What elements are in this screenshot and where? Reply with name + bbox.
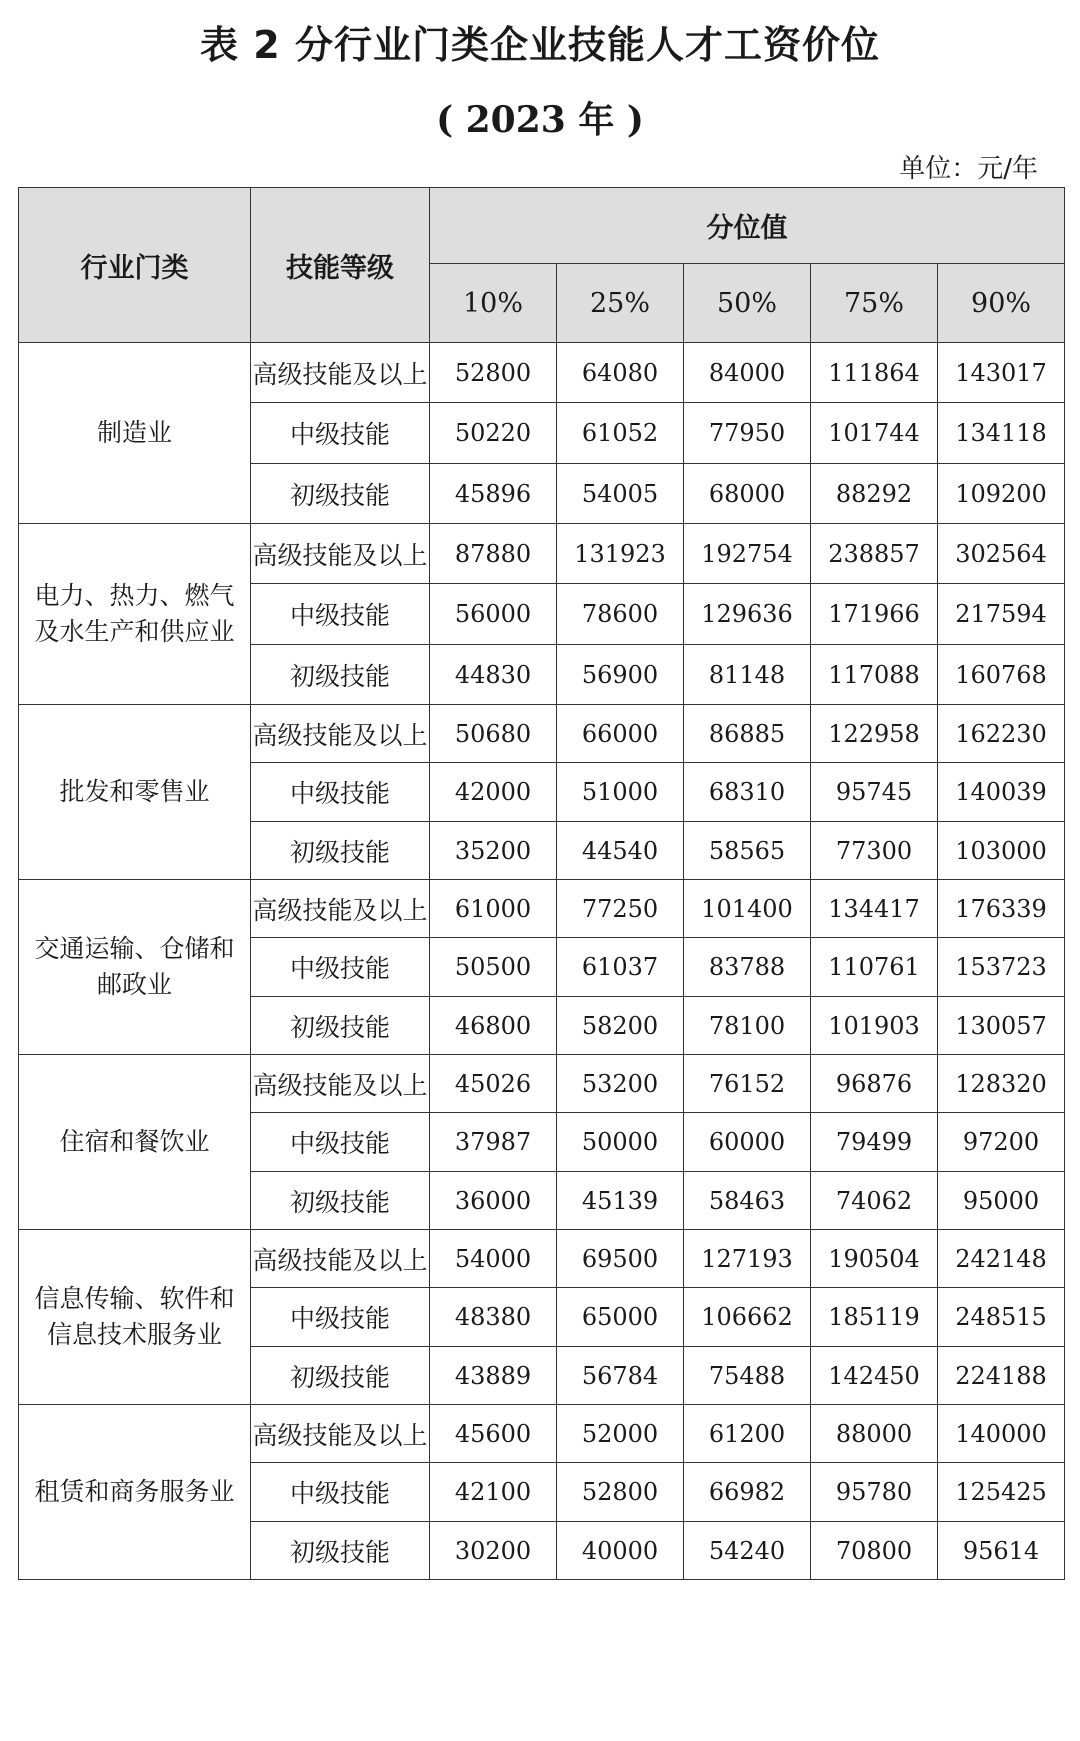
value-cell-p90: 140039 xyxy=(938,763,1065,822)
value-cell-p90: 143017 xyxy=(938,343,1065,403)
value-cell-p25: 64080 xyxy=(557,343,684,403)
value-cell-p75: 95780 xyxy=(811,1463,938,1522)
value-cell-p50: 127193 xyxy=(684,1230,811,1288)
document-title: 表 2 分行业门类企业技能人才工资价位 xyxy=(200,23,880,67)
value-cell-p75: 70800 xyxy=(811,1522,938,1580)
value-cell-p25: 44540 xyxy=(557,822,684,880)
value-cell-p75: 88292 xyxy=(811,464,938,524)
value-cell-p90: 134118 xyxy=(938,403,1065,464)
value-cell-p25: 51000 xyxy=(557,763,684,822)
industry-cell: 交通运输、仓储和邮政业 xyxy=(19,880,251,1055)
value-cell-p25: 69500 xyxy=(557,1230,684,1288)
value-cell-p50: 66982 xyxy=(684,1463,811,1522)
value-cell-p90: 97200 xyxy=(938,1113,1065,1172)
value-cell-p10: 42000 xyxy=(430,763,557,822)
level-cell: 初级技能 xyxy=(251,464,430,524)
value-cell-p50: 60000 xyxy=(684,1113,811,1172)
value-cell-p25: 131923 xyxy=(557,524,684,584)
value-cell-p25: 45139 xyxy=(557,1172,684,1230)
unit-label: 单位：元/年 xyxy=(899,154,1038,184)
industry-cell: 批发和零售业 xyxy=(19,705,251,880)
value-cell-p50: 75488 xyxy=(684,1347,811,1405)
value-cell-p10: 54000 xyxy=(430,1230,557,1288)
table-row xyxy=(19,343,1065,403)
value-cell-p10: 87880 xyxy=(430,524,557,584)
table-row xyxy=(19,705,1065,763)
value-cell-p50: 129636 xyxy=(684,584,811,645)
value-cell-p75: 134417 xyxy=(811,880,938,938)
value-cell-p10: 44830 xyxy=(430,645,557,705)
header-level: 技能等级 xyxy=(251,188,430,343)
level-cell: 初级技能 xyxy=(251,997,430,1055)
value-cell-p25: 65000 xyxy=(557,1288,684,1347)
header-p25: 25% xyxy=(557,264,684,343)
table-row xyxy=(19,1405,1065,1463)
value-cell-p10: 48380 xyxy=(430,1288,557,1347)
table-body xyxy=(19,343,1065,1580)
value-cell-p90: 95000 xyxy=(938,1172,1065,1230)
value-cell-p75: 111864 xyxy=(811,343,938,403)
level-cell: 初级技能 xyxy=(251,1172,430,1230)
level-cell: 高级技能及以上 xyxy=(251,705,430,763)
value-cell-p10: 52800 xyxy=(430,343,557,403)
value-cell-p10: 45896 xyxy=(430,464,557,524)
value-cell-p50: 68310 xyxy=(684,763,811,822)
value-cell-p50: 81148 xyxy=(684,645,811,705)
value-cell-p10: 43889 xyxy=(430,1347,557,1405)
value-cell-p10: 61000 xyxy=(430,880,557,938)
value-cell-p75: 95745 xyxy=(811,763,938,822)
industry-cell: 信息传输、软件和信息技术服务业 xyxy=(19,1230,251,1405)
value-cell-p10: 50500 xyxy=(430,938,557,997)
table-header xyxy=(19,188,1065,343)
value-cell-p75: 171966 xyxy=(811,584,938,645)
value-cell-p50: 106662 xyxy=(684,1288,811,1347)
value-cell-p90: 248515 xyxy=(938,1288,1065,1347)
level-cell: 中级技能 xyxy=(251,403,430,464)
value-cell-p50: 54240 xyxy=(684,1522,811,1580)
value-cell-p50: 78100 xyxy=(684,997,811,1055)
level-cell: 初级技能 xyxy=(251,822,430,880)
value-cell-p25: 54005 xyxy=(557,464,684,524)
value-cell-p10: 56000 xyxy=(430,584,557,645)
value-cell-p90: 130057 xyxy=(938,997,1065,1055)
value-cell-p75: 77300 xyxy=(811,822,938,880)
level-cell: 高级技能及以上 xyxy=(251,343,430,403)
value-cell-p50: 84000 xyxy=(684,343,811,403)
table-row xyxy=(19,880,1065,938)
value-cell-p90: 103000 xyxy=(938,822,1065,880)
value-cell-p90: 109200 xyxy=(938,464,1065,524)
header-p90: 90% xyxy=(938,264,1065,343)
value-cell-p90: 224188 xyxy=(938,1347,1065,1405)
value-cell-p90: 153723 xyxy=(938,938,1065,997)
value-cell-p75: 190504 xyxy=(811,1230,938,1288)
level-cell: 初级技能 xyxy=(251,645,430,705)
level-cell: 中级技能 xyxy=(251,763,430,822)
value-cell-p10: 50220 xyxy=(430,403,557,464)
value-cell-p75: 185119 xyxy=(811,1288,938,1347)
value-cell-p25: 40000 xyxy=(557,1522,684,1580)
value-cell-p75: 238857 xyxy=(811,524,938,584)
value-cell-p75: 117088 xyxy=(811,645,938,705)
value-cell-p10: 45600 xyxy=(430,1405,557,1463)
value-cell-p25: 58200 xyxy=(557,997,684,1055)
value-cell-p90: 128320 xyxy=(938,1055,1065,1113)
header-p75: 75% xyxy=(811,264,938,343)
value-cell-p75: 101903 xyxy=(811,997,938,1055)
value-cell-p50: 61200 xyxy=(684,1405,811,1463)
value-cell-p25: 53200 xyxy=(557,1055,684,1113)
value-cell-p90: 176339 xyxy=(938,880,1065,938)
value-cell-p50: 83788 xyxy=(684,938,811,997)
table-row xyxy=(19,1230,1065,1288)
value-cell-p90: 217594 xyxy=(938,584,1065,645)
value-cell-p75: 110761 xyxy=(811,938,938,997)
value-cell-p25: 66000 xyxy=(557,705,684,763)
value-cell-p10: 35200 xyxy=(430,822,557,880)
value-cell-p25: 52800 xyxy=(557,1463,684,1522)
table-row xyxy=(19,1055,1065,1113)
value-cell-p10: 50680 xyxy=(430,705,557,763)
value-cell-p10: 37987 xyxy=(430,1113,557,1172)
header-percentile-group: 分位值 xyxy=(430,188,1065,264)
value-cell-p25: 50000 xyxy=(557,1113,684,1172)
value-cell-p90: 242148 xyxy=(938,1230,1065,1288)
value-cell-p50: 77950 xyxy=(684,403,811,464)
value-cell-p25: 56784 xyxy=(557,1347,684,1405)
level-cell: 中级技能 xyxy=(251,1463,430,1522)
level-cell: 中级技能 xyxy=(251,938,430,997)
value-cell-p50: 76152 xyxy=(684,1055,811,1113)
value-cell-p10: 42100 xyxy=(430,1463,557,1522)
industry-cell: 住宿和餐饮业 xyxy=(19,1055,251,1230)
value-cell-p25: 56900 xyxy=(557,645,684,705)
value-cell-p75: 88000 xyxy=(811,1405,938,1463)
value-cell-p90: 125425 xyxy=(938,1463,1065,1522)
value-cell-p50: 58565 xyxy=(684,822,811,880)
value-cell-p75: 142450 xyxy=(811,1347,938,1405)
value-cell-p90: 302564 xyxy=(938,524,1065,584)
level-cell: 初级技能 xyxy=(251,1347,430,1405)
value-cell-p25: 77250 xyxy=(557,880,684,938)
value-cell-p90: 162230 xyxy=(938,705,1065,763)
value-cell-p90: 160768 xyxy=(938,645,1065,705)
value-cell-p10: 36000 xyxy=(430,1172,557,1230)
level-cell: 高级技能及以上 xyxy=(251,524,430,584)
level-cell: 中级技能 xyxy=(251,1113,430,1172)
level-cell: 中级技能 xyxy=(251,584,430,645)
document-subtitle: ( 2023 年 ) xyxy=(436,99,644,141)
value-cell-p50: 101400 xyxy=(684,880,811,938)
value-cell-p25: 61037 xyxy=(557,938,684,997)
level-cell: 高级技能及以上 xyxy=(251,1405,430,1463)
level-cell: 高级技能及以上 xyxy=(251,1055,430,1113)
value-cell-p50: 68000 xyxy=(684,464,811,524)
value-cell-p10: 45026 xyxy=(430,1055,557,1113)
industry-cell: 制造业 xyxy=(19,343,251,524)
value-cell-p10: 30200 xyxy=(430,1522,557,1580)
header-p10: 10% xyxy=(430,264,557,343)
header-p50: 50% xyxy=(684,264,811,343)
value-cell-p50: 86885 xyxy=(684,705,811,763)
value-cell-p75: 101744 xyxy=(811,403,938,464)
level-cell: 高级技能及以上 xyxy=(251,1230,430,1288)
level-cell: 中级技能 xyxy=(251,1288,430,1347)
value-cell-p50: 192754 xyxy=(684,524,811,584)
level-cell: 初级技能 xyxy=(251,1522,430,1580)
value-cell-p75: 79499 xyxy=(811,1113,938,1172)
value-cell-p50: 58463 xyxy=(684,1172,811,1230)
value-cell-p10: 46800 xyxy=(430,997,557,1055)
value-cell-p25: 61052 xyxy=(557,403,684,464)
value-cell-p90: 140000 xyxy=(938,1405,1065,1463)
value-cell-p25: 78600 xyxy=(557,584,684,645)
value-cell-p25: 52000 xyxy=(557,1405,684,1463)
value-cell-p75: 122958 xyxy=(811,705,938,763)
wage-table xyxy=(18,187,1065,1580)
industry-cell: 电力、热力、燃气及水生产和供应业 xyxy=(19,524,251,705)
industry-cell: 租赁和商务服务业 xyxy=(19,1405,251,1580)
value-cell-p75: 74062 xyxy=(811,1172,938,1230)
level-cell: 高级技能及以上 xyxy=(251,880,430,938)
header-industry: 行业门类 xyxy=(19,188,251,343)
value-cell-p75: 96876 xyxy=(811,1055,938,1113)
table-row xyxy=(19,524,1065,584)
value-cell-p90: 95614 xyxy=(938,1522,1065,1580)
